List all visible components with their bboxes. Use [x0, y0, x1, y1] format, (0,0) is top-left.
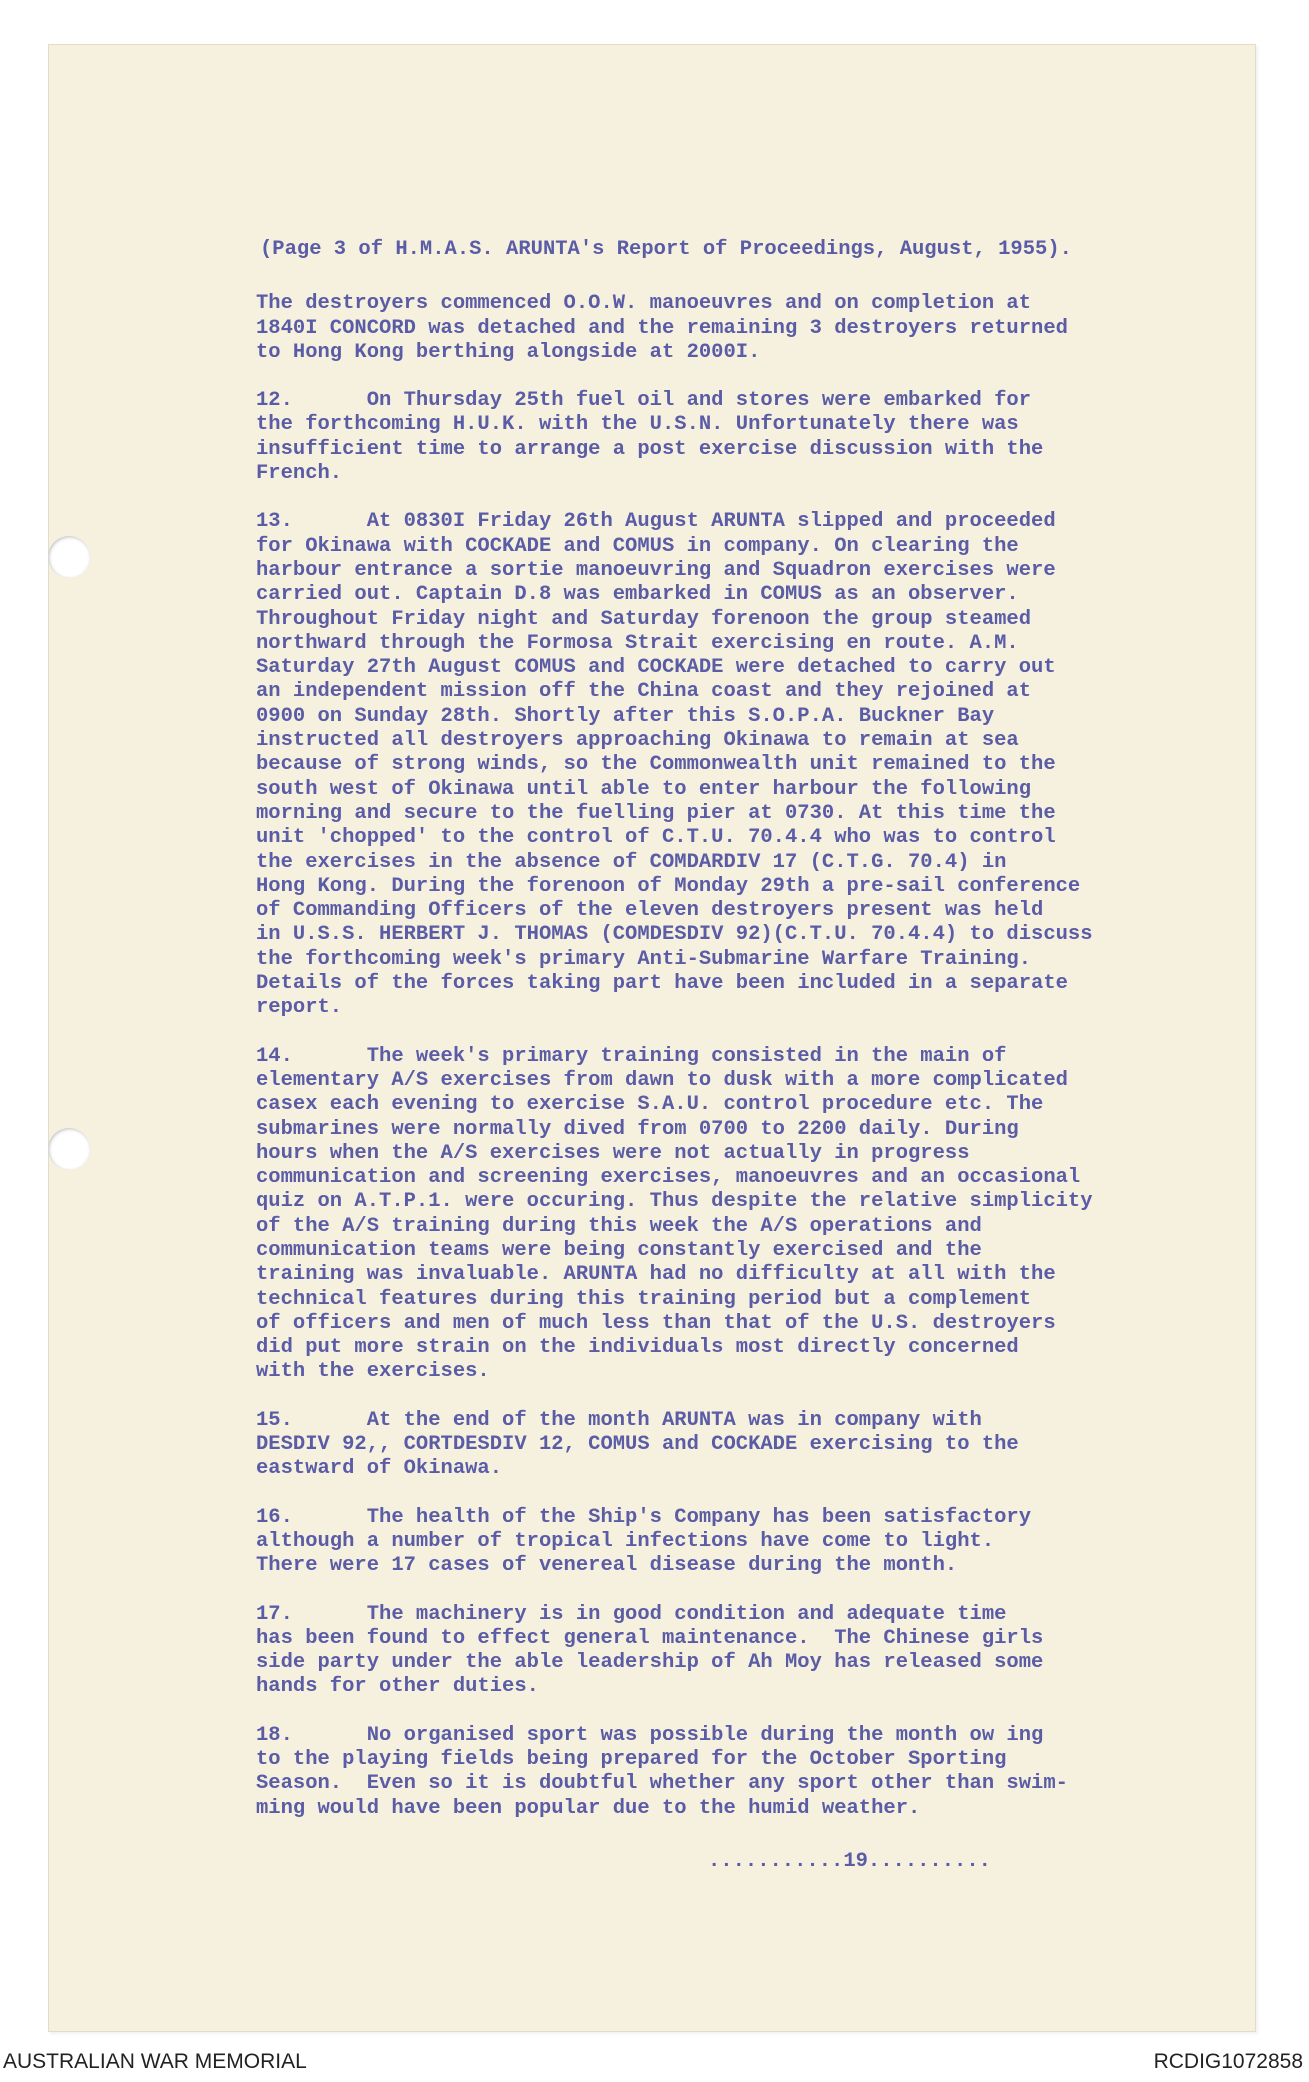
- text-line: of the A/S training during this week the A/S operations and: [256, 1214, 982, 1238]
- text-line: Details of the forces taking part have been included in a separate: [256, 972, 1068, 996]
- text-line: Season. Even so it is doubtful whether any sport other than swim-: [256, 1772, 1068, 1796]
- paragraph: [256, 1724, 1256, 1821]
- text-line: in U.S.S. HERBERT J. THOMAS (COMDESDIV 92)(C.T.U. 70.4.4) to discuss: [256, 923, 1093, 947]
- text-line: because of strong winds, so the Commonwealth unit remained to the: [256, 753, 1056, 777]
- text-line: 13. At 0830I Friday 26th August ARUNTA slipped and proceeded: [256, 510, 1056, 534]
- text-line: carried out. Captain D.8 was embarked in COMUS as an observer.: [256, 583, 1019, 607]
- text-line: Throughout Friday night and Saturday forenoon the group steamed: [256, 607, 1032, 631]
- archive-credit: AUSTRALIAN WAR MEMORIAL: [3, 2050, 307, 2073]
- punch-hole-top: [48, 536, 90, 578]
- text-line: casex each evening to exercise S.A.U. control procedure etc. The: [256, 1093, 1044, 1117]
- text-line: 1840I CONCORD was detached and the remaining 3 destroyers returned: [256, 316, 1068, 340]
- text-line: technical features during this training period but a complement: [256, 1287, 1032, 1311]
- text-line: submarines were normally dived from 0700 to 2200 daily. During: [256, 1117, 1019, 1141]
- text-line: did put more strain on the individuals most directly concerned: [256, 1336, 1019, 1360]
- text-line: to the playing fields being prepared for the October Sporting: [256, 1748, 1007, 1772]
- text-line: DESDIV 92,, CORTDESDIV 12, COMUS and COCKADE exercising to the: [256, 1433, 1019, 1457]
- text-line: insufficient time to arrange a post exercise discussion with the: [256, 437, 1044, 461]
- text-line: Saturday 27th August COMUS and COCKADE were detached to carry out: [256, 656, 1056, 680]
- text-line: to Hong Kong berthing alongside at 2000I.: [256, 340, 761, 364]
- text-line: 15. At the end of the month ARUNTA was in company with: [256, 1408, 982, 1432]
- text-line: unit 'chopped' to the control of C.T.U. 70.4.4 who was to control: [256, 826, 1056, 850]
- text-line: eastward of Okinawa.: [256, 1457, 503, 1481]
- paragraph: [256, 510, 1256, 1020]
- text-line: morning and secure to the fuelling pier at 0730. At this time the: [256, 801, 1056, 825]
- text-line: There were 17 cases of venereal disease during the month.: [256, 1554, 958, 1578]
- text-line: the forthcoming week's primary Anti-Submarine Warfare Training.: [256, 947, 1032, 971]
- text-line: the exercises in the absence of COMDARDIV 17 (C.T.G. 70.4) in: [256, 850, 1007, 874]
- text-line: 12. On Thursday 25th fuel oil and stores were embarked for: [256, 389, 1032, 413]
- text-line: of Commanding Officers of the eleven destroyers present was held: [256, 899, 1044, 923]
- text-line: communication teams were being constantly exercised and the: [256, 1238, 982, 1262]
- text-line: hours when the A/S exercises were not actually in progress: [256, 1141, 970, 1165]
- text-line: 18. No organised sport was possible during the month ow ing: [256, 1723, 1044, 1747]
- text-line: training was invaluable. ARUNTA had no difficulty at all with the: [256, 1263, 1056, 1287]
- text-line: communication and screening exercises, manoeuvres and an occasional: [256, 1166, 1081, 1190]
- paragraph: [256, 1045, 1256, 1385]
- document-body: [256, 238, 1256, 1845]
- text-line: harbour entrance a sortie manoeuvring and Squadron exercises were: [256, 558, 1056, 582]
- text-line: side party under the able leadership of Ah Moy has released some: [256, 1651, 1044, 1675]
- text-line: has been found to effect general maintenance. The Chinese girls: [256, 1626, 1044, 1650]
- paragraph: [256, 389, 1256, 486]
- punch-hole-bottom: [48, 1128, 90, 1170]
- archive-id: RCDIG1072858: [1153, 2050, 1303, 2073]
- text-line: although a number of tropical infections have come to light.: [256, 1529, 995, 1553]
- text-line: of officers and men of much less than that of the U.S. destroyers: [256, 1311, 1056, 1335]
- text-line: 16. The health of the Ship's Company has been satisfactory: [256, 1505, 1032, 1529]
- paragraph: [256, 292, 1256, 365]
- text-line: 0900 on Sunday 28th. Shortly after this S.O.P.A. Buckner Bay: [256, 704, 995, 728]
- text-line: an independent mission off the China coast and they rejoined at: [256, 680, 1032, 704]
- text-line: 14. The week's primary training consisted in the main of: [256, 1044, 1007, 1068]
- text-line: elementary A/S exercises from dawn to dusk with a more complicated: [256, 1068, 1068, 1092]
- text-line: ming would have been popular due to the humid weather.: [256, 1796, 921, 1820]
- text-line: French.: [256, 462, 343, 486]
- text-line: quiz on A.T.P.1. were occuring. Thus despite the relative simplicity: [256, 1190, 1093, 1214]
- text-line: The destroyers commenced O.O.W. manoeuvres and on completion at: [256, 292, 1032, 316]
- text-line: northward through the Formosa Strait exercising en route. A.M.: [256, 631, 1019, 655]
- text-line: report.: [256, 996, 343, 1020]
- page-continuation-marker: ...........19..........: [708, 1850, 991, 1873]
- text-line: with the exercises.: [256, 1360, 490, 1384]
- text-line: instructed all destroyers approaching Okinawa to remain at sea: [256, 729, 1019, 753]
- text-line: south west of Okinawa until able to enter harbour the following: [256, 777, 1032, 801]
- text-line: the forthcoming H.U.K. with the U.S.N. Unfortunately there was: [256, 413, 1019, 437]
- paragraph: [256, 1603, 1256, 1700]
- paragraph: [256, 1506, 1256, 1579]
- text-line: for Okinawa with COCKADE and COMUS in company. On clearing the: [256, 534, 1019, 558]
- paragraph-list: [256, 292, 1256, 1821]
- text-line: Hong Kong. During the forenoon of Monday 29th a pre-sail conference: [256, 874, 1081, 898]
- page-header: (Page 3 of H.M.A.S. ARUNTA's Report of Proceedings, August, 1955).: [260, 238, 1072, 261]
- text-line: 17. The machinery is in good condition and adequate time: [256, 1602, 1007, 1626]
- text-line: hands for other duties.: [256, 1675, 539, 1699]
- paragraph: [256, 1409, 1256, 1482]
